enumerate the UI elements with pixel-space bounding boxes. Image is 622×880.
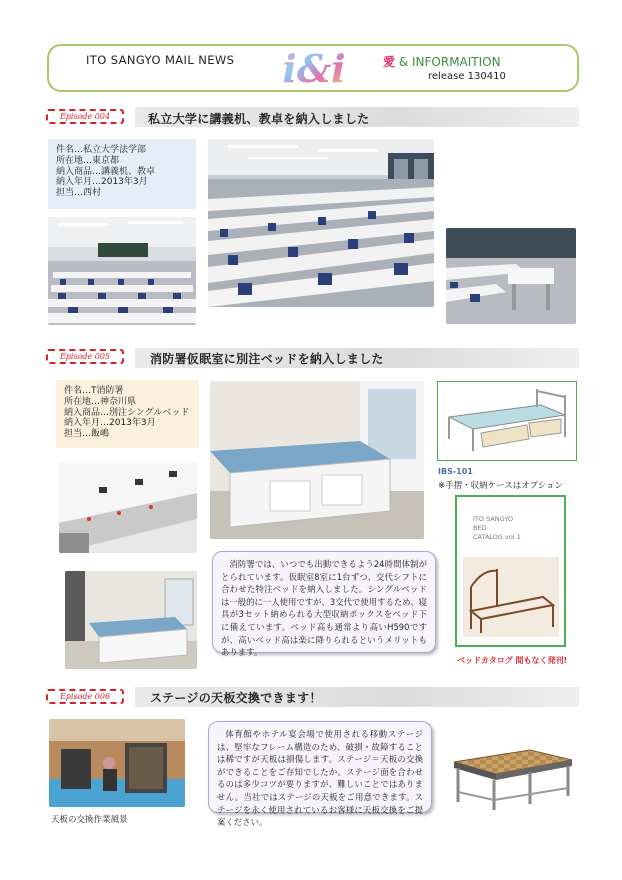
episode-006-description: 体育館やホテル宴会場で使用される移動ステージは、堅牢なフレーム構造のため、破損・故障することは稀ですが天板は損傷します。ステージ＝天板の交換ができることをご存知でしたか。ステージ面を合わせるのは多少コツが要りますが、難しいことではありません。当社ではステージの天板をご用意できます。ステージを永く使用されているお客様に天板交換をご提案ください。 (208, 721, 432, 813)
ii-logo (268, 46, 360, 90)
episode-006-label: Episode 006 (46, 689, 124, 704)
podium-photo (446, 228, 576, 324)
catalog-type: BED (473, 524, 487, 532)
bed-photo-room (65, 571, 197, 669)
episode-005-title: 消防署仮眠室に別注ベッドを納入しました (150, 352, 384, 366)
episode-005-description: 消防署では、いつでも出動できるよう24時間体制がとられています。仮眠室8室に1台ずつ、交代シフトに合わせた特注ベッドを納入しました。シングルベッドは一般的に一人使用ですが、3交代で使用するため、寝具が3セット納められる大型収納ボックスをベッド下に備えています。ベッド高も通常より高いH590ですが、高いベッド高は楽に降りられるというメリットもあります。 (212, 551, 436, 653)
stage-photo-caption: 天板の交換作業風景 (51, 815, 128, 825)
classroom-photo-small (48, 217, 196, 325)
bed-photo-main (210, 381, 424, 539)
ibs-101-bed-image (437, 381, 577, 461)
stage-platform-image (450, 732, 576, 812)
header-subtitle: 愛 & INFORMAITION (383, 55, 501, 69)
episode-004-label: Episode 004 (46, 109, 124, 124)
ceiling-photo (59, 463, 197, 553)
episode-006-title: ステージの天板交換できます！ (150, 691, 322, 705)
catalog-announcement: ベッドカタログ 間もなく発刊! (457, 656, 568, 665)
episode-004-info-box: 件名…私立大学法学部 所在地…東京都 納入商品…講義机、教卓 納入年月…2013年3月 担当…西村 (48, 139, 196, 209)
stage-replacement-photo (49, 719, 185, 807)
newsletter-title: ITO SANGYO MAIL NEWS (86, 53, 235, 67)
catalog-bed-illustration (463, 557, 559, 637)
logo-text: i&i (282, 46, 346, 90)
product-note: ※手摺・収納ケースはオプション (438, 481, 563, 491)
catalog-brand: ITO SANGYO (473, 515, 514, 523)
episode-004-title: 私立大学に講義机、教卓を納入しました (148, 112, 370, 126)
catalog-title: CATALOG vol.1 (473, 533, 521, 541)
product-code: IBS-101 (438, 467, 473, 476)
bed-catalog-cover (455, 495, 566, 647)
classroom-photo-main (208, 139, 434, 307)
episode-005-info-box: 件名…T消防署 所在地…神奈川県 納入商品…別注シングルベッド 納入年月…2013年3月 担当…飯嶋 (56, 380, 199, 448)
release-number: release 130410 (428, 71, 506, 82)
episode-005-label: Episode 005 (46, 349, 124, 364)
